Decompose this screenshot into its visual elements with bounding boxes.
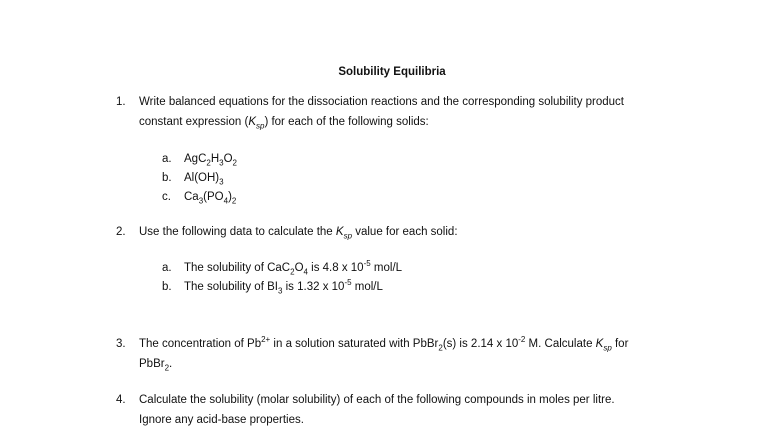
question-line: Calculate the solubility (molar solubility) of each of the following compounds in moles per litre. — [139, 394, 615, 406]
question-text — [139, 92, 716, 132]
question-line: constant expression $(K_{sp})$ for each of the following solids: — [139, 116, 429, 131]
question-number: 2. — [116, 226, 126, 238]
question-3 — [116, 334, 716, 374]
question-number: 4. — [116, 394, 126, 406]
question-4 — [116, 390, 716, 430]
question-text: Use the following data to calculate the $K_{sp}$ value for each solid: — [139, 226, 458, 241]
list-item: a. $AgC_2H_3O_2$ — [162, 153, 237, 168]
list-item: b. The solubility of $BI_3$ is 1.32 x $10^{-5}$ mol/L — [162, 278, 383, 296]
question-line: Write balanced equations for the dissociation reactions and the corresponding solubility product — [139, 96, 624, 108]
question-2 — [116, 222, 716, 242]
list-item: c. $Ca_3(PO_4)_2$ — [162, 191, 237, 206]
question-1 — [116, 92, 716, 132]
question-text — [139, 390, 716, 430]
question-line: The concentration of $Pb^{2+}$ in a solution saturated with PbBr$_2$(s) is 2.14 x $10^{-2}$ M. Calculate $K_{sp}$ for — [139, 335, 629, 353]
list-item: a. The solubility of $CaC_2O_4$ is 4.8 x $10^{-5}$ mol/L — [162, 259, 403, 277]
question-number: 1. — [116, 96, 126, 108]
question-number: 3. — [116, 338, 126, 350]
list-item: b. $Al(OH)_3$ — [162, 172, 224, 187]
question-text — [139, 334, 716, 374]
question-line: PbBr$_2$. — [139, 358, 173, 373]
question-line: Ignore any acid-base properties. — [139, 414, 304, 426]
document-title: Solubility Equilibria — [338, 66, 446, 78]
